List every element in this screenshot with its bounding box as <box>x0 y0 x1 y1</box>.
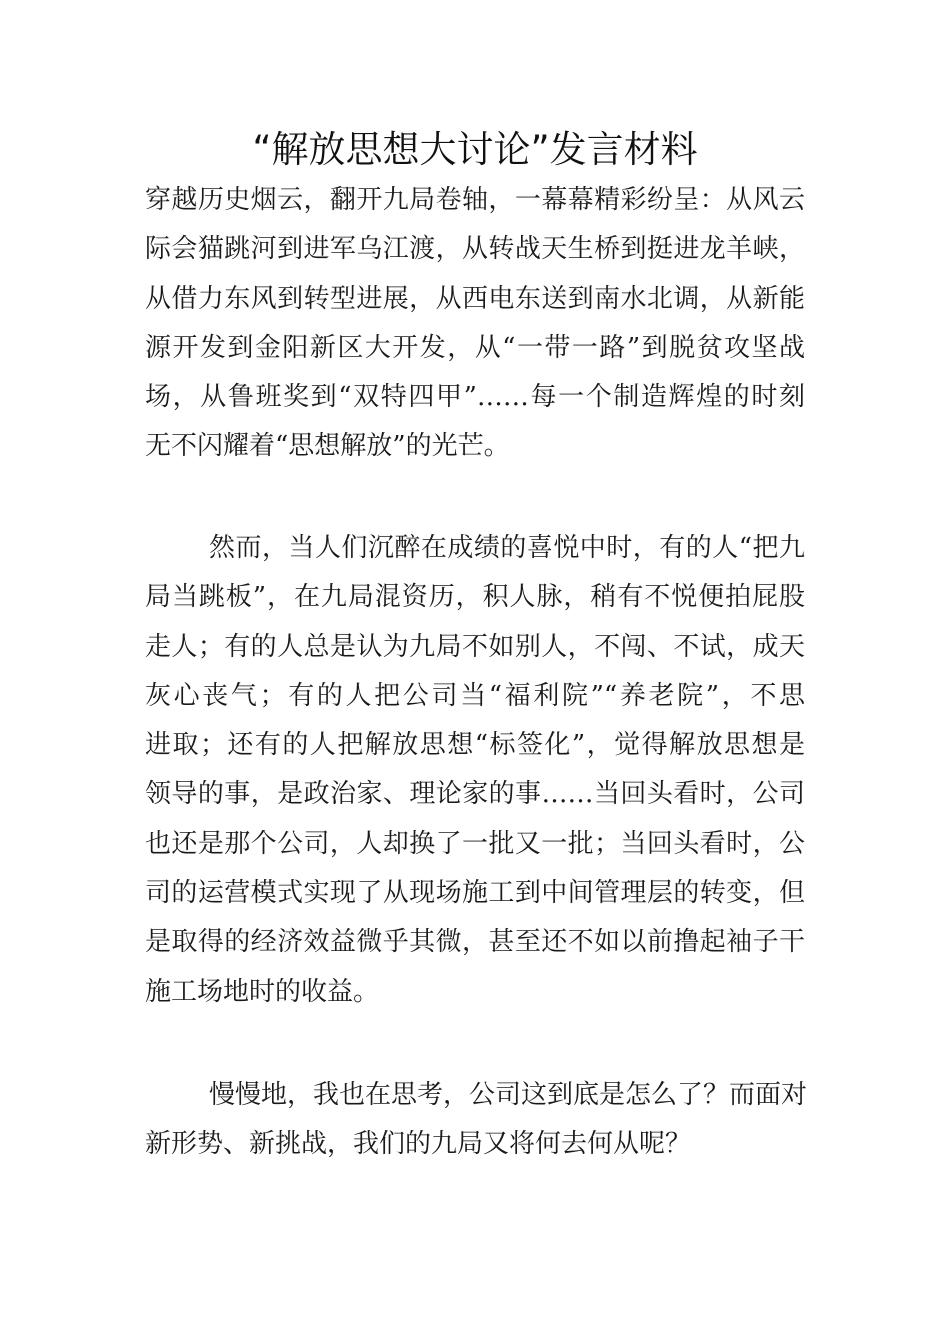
paragraph-line: 也还是那个公司，人却换了一批又一批；当回头看时，公 <box>145 828 805 859</box>
paragraph-line: 无不闪耀着“思想解放”的光芒。 <box>145 431 510 462</box>
paragraph-line: 穿越历史烟云，翻开九局卷轴，一幕幕精彩纷呈：从风云 <box>145 185 805 215</box>
document-title: “解放思想大讨论”发言材料 <box>252 128 698 171</box>
paragraph-line: 源开发到金阳新区大开发，从“一带一路”到脱贫攻坚战 <box>145 332 805 363</box>
paragraph-3 <box>145 1071 808 1170</box>
paragraph-1 <box>145 176 805 472</box>
paragraph-line: 新形势、新挑战，我们的九局又将何去何从呢？ <box>145 1129 692 1160</box>
paragraph-line: 施工场地时的收益。 <box>145 976 380 1007</box>
paragraph-line: 从借力东风到转型进展，从西电东送到南水北调，从新能 <box>145 283 805 314</box>
paragraph-line: 场，从鲁班奖到“双特四甲”……每一个制造辉煌的时刻 <box>145 382 805 413</box>
paragraph-2 <box>145 524 805 1017</box>
paragraph-line: 慢慢地，我也在思考，公司这到底是怎么了？而面对 <box>209 1080 808 1110</box>
paragraph-line: 走人；有的人总是认为九局不如别人，不闯、不试，成天 <box>145 631 805 662</box>
paragraph-line: 然而，当人们沉醉在成绩的喜悦中时，有的人“把九 <box>209 533 805 563</box>
paragraph-line: 是取得的经济效益微乎其微，甚至还不如以前撸起袖子干 <box>145 927 805 958</box>
paragraph-line: 局当跳板”，在九局混资历，积人脉，稍有不悦便拍屁股 <box>145 582 805 613</box>
paragraph-line: 司的运营模式实现了从现场施工到中间管理层的转变，但 <box>145 878 805 909</box>
paragraph-line: 领导的事，是政治家、理论家的事……当回头看时，公司 <box>145 779 805 810</box>
paragraph-line: 灰心丧气；有的人把公司当“福利院”“养老院”，不思 <box>145 680 805 711</box>
paragraph-line: 进取；还有的人把解放思想“标签化”，觉得解放思想是 <box>145 730 805 761</box>
paragraph-line: 际会猫跳河到进军乌江渡，从转战天生桥到挺进龙羊峡， <box>145 234 805 265</box>
